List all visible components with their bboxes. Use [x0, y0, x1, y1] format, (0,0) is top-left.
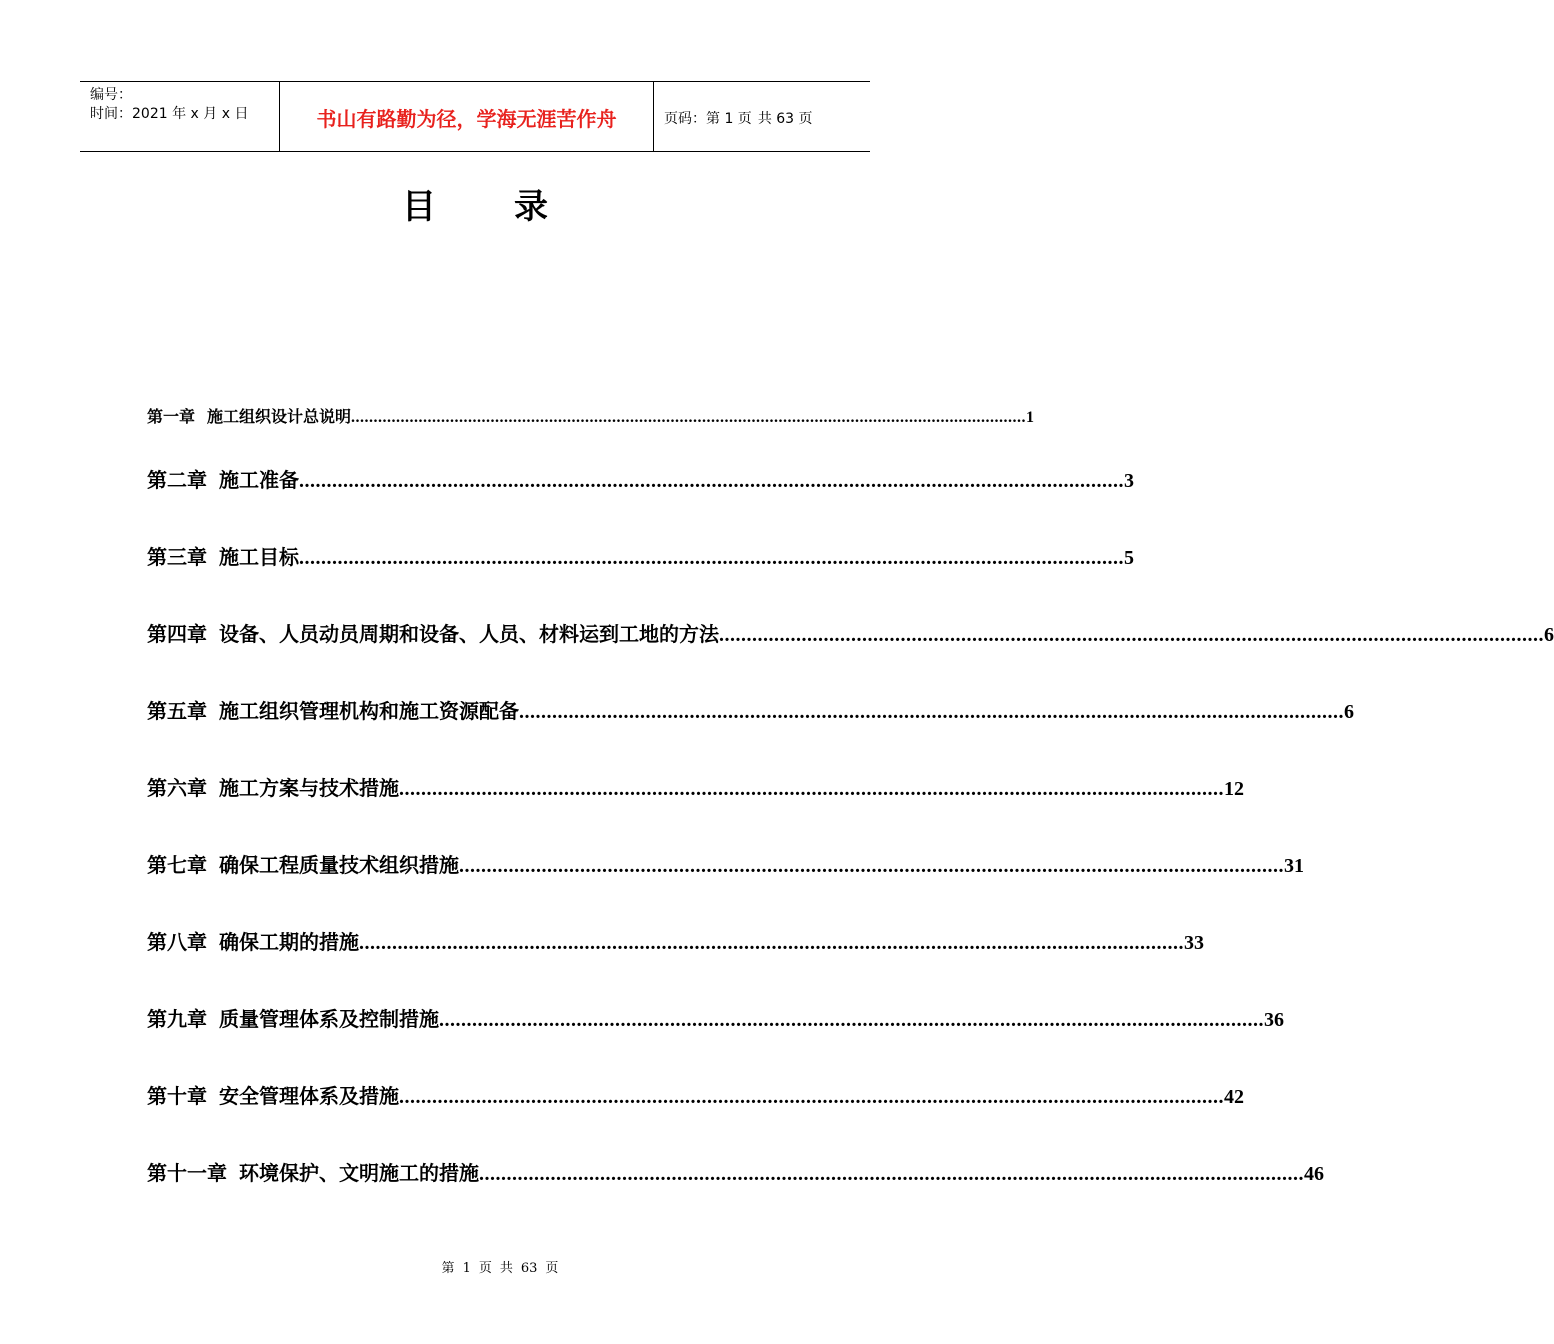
toc-title: 确保工程质量技术组织措施 — [219, 853, 459, 877]
toc-entry[interactable] — [147, 1080, 1244, 1109]
footer-gong: 共 — [499, 1261, 513, 1276]
toc-chapter: 第八章 — [147, 930, 207, 954]
toc-title: 施工组织管理机构和施工资源配备 — [219, 699, 519, 723]
toc-entry[interactable] — [147, 618, 1554, 647]
toc-entry[interactable] — [147, 464, 1134, 493]
toc-entry[interactable] — [147, 1157, 1324, 1186]
toc-page: 6 — [1544, 624, 1554, 646]
document-header — [80, 81, 870, 152]
toc-entry[interactable] — [147, 404, 1035, 427]
toc-page: 33 — [1184, 932, 1204, 954]
toc-page: 36 — [1264, 1009, 1284, 1031]
footer-total-pages: 63 — [520, 1261, 538, 1276]
toc-page: 5 — [1124, 547, 1134, 569]
toc-title: 确保工期的措施 — [219, 930, 359, 954]
toc-chapter: 第五章 — [147, 699, 207, 723]
toc-chapter: 第一章 — [147, 407, 196, 426]
toc-leader: ...................................................................................................................................................... — [351, 409, 1027, 426]
toc-title: 质量管理体系及控制措施 — [219, 1007, 439, 1031]
toc-page: 3 — [1124, 470, 1134, 492]
footer-ye-2: 页 — [545, 1261, 559, 1276]
toc-leader: ...................................................................................................................................................... — [399, 1086, 1224, 1108]
footer-page-number: 1 — [462, 1261, 471, 1276]
document-time-label: 时间：2021 年 x 月 x 日 — [90, 106, 249, 122]
toc-leader: ...................................................................................................................................................... — [519, 701, 1344, 723]
toc-title: 环境保护、文明施工的措施 — [239, 1161, 479, 1185]
toc-page: 42 — [1224, 1086, 1244, 1108]
document-number-label: 编号： — [90, 87, 132, 103]
toc-chapter: 第九章 — [147, 1007, 207, 1031]
toc-leader: ...................................................................................................................................................... — [299, 470, 1124, 492]
toc-leader: ...................................................................................................................................................... — [719, 624, 1544, 646]
toc-leader: ...................................................................................................................................................... — [299, 547, 1124, 569]
toc-leader: ...................................................................................................................................................... — [479, 1163, 1304, 1185]
toc-title: 安全管理体系及措施 — [219, 1084, 399, 1108]
toc-chapter: 第十章 — [147, 1084, 207, 1108]
toc-title: 施工目标 — [219, 545, 299, 569]
page-title: 目录 — [402, 187, 626, 227]
toc-entry[interactable] — [147, 849, 1304, 878]
toc-chapter: 第三章 — [147, 545, 207, 569]
footer-di: 第 — [441, 1261, 455, 1276]
header-motto: 书山有路勤为径，学海无涯苦作舟 — [280, 82, 654, 151]
footer-ye: 页 — [478, 1261, 492, 1276]
header-page-info — [654, 82, 870, 151]
toc-leader: ...................................................................................................................................................... — [359, 932, 1184, 954]
header-total-label: 共 63 页 — [757, 110, 813, 127]
toc-chapter: 第十一章 — [147, 1161, 227, 1185]
toc-entry[interactable] — [147, 695, 1354, 724]
toc-title: 设备、人员动员周期和设备、人员、材料运到工地的方法 — [219, 622, 719, 646]
toc-chapter: 第七章 — [147, 853, 207, 877]
toc-chapter: 第六章 — [147, 776, 207, 800]
toc-entry[interactable] — [147, 926, 1204, 955]
toc-title: 施工准备 — [219, 468, 299, 492]
toc-entry[interactable] — [147, 541, 1134, 570]
toc-page: 1 — [1026, 409, 1035, 426]
toc-page: 31 — [1284, 855, 1304, 877]
toc-leader: ...................................................................................................................................................... — [459, 855, 1284, 877]
toc-page: 12 — [1224, 778, 1244, 800]
toc-entry[interactable] — [147, 1003, 1284, 1032]
toc-chapter: 第二章 — [147, 468, 207, 492]
toc-leader: ...................................................................................................................................................... — [399, 778, 1224, 800]
header-page-label: 页码：第 1 页 — [664, 110, 752, 127]
toc-title: 施工组织设计总说明 — [207, 407, 352, 426]
toc-chapter: 第四章 — [147, 622, 207, 646]
page-footer — [0, 1257, 950, 1276]
toc-leader: ...................................................................................................................................................... — [439, 1009, 1264, 1031]
toc-title: 施工方案与技术措施 — [219, 776, 399, 800]
toc-entry[interactable] — [147, 772, 1244, 801]
toc-page: 6 — [1344, 701, 1354, 723]
header-meta — [80, 82, 280, 151]
toc-page: 46 — [1304, 1163, 1324, 1185]
